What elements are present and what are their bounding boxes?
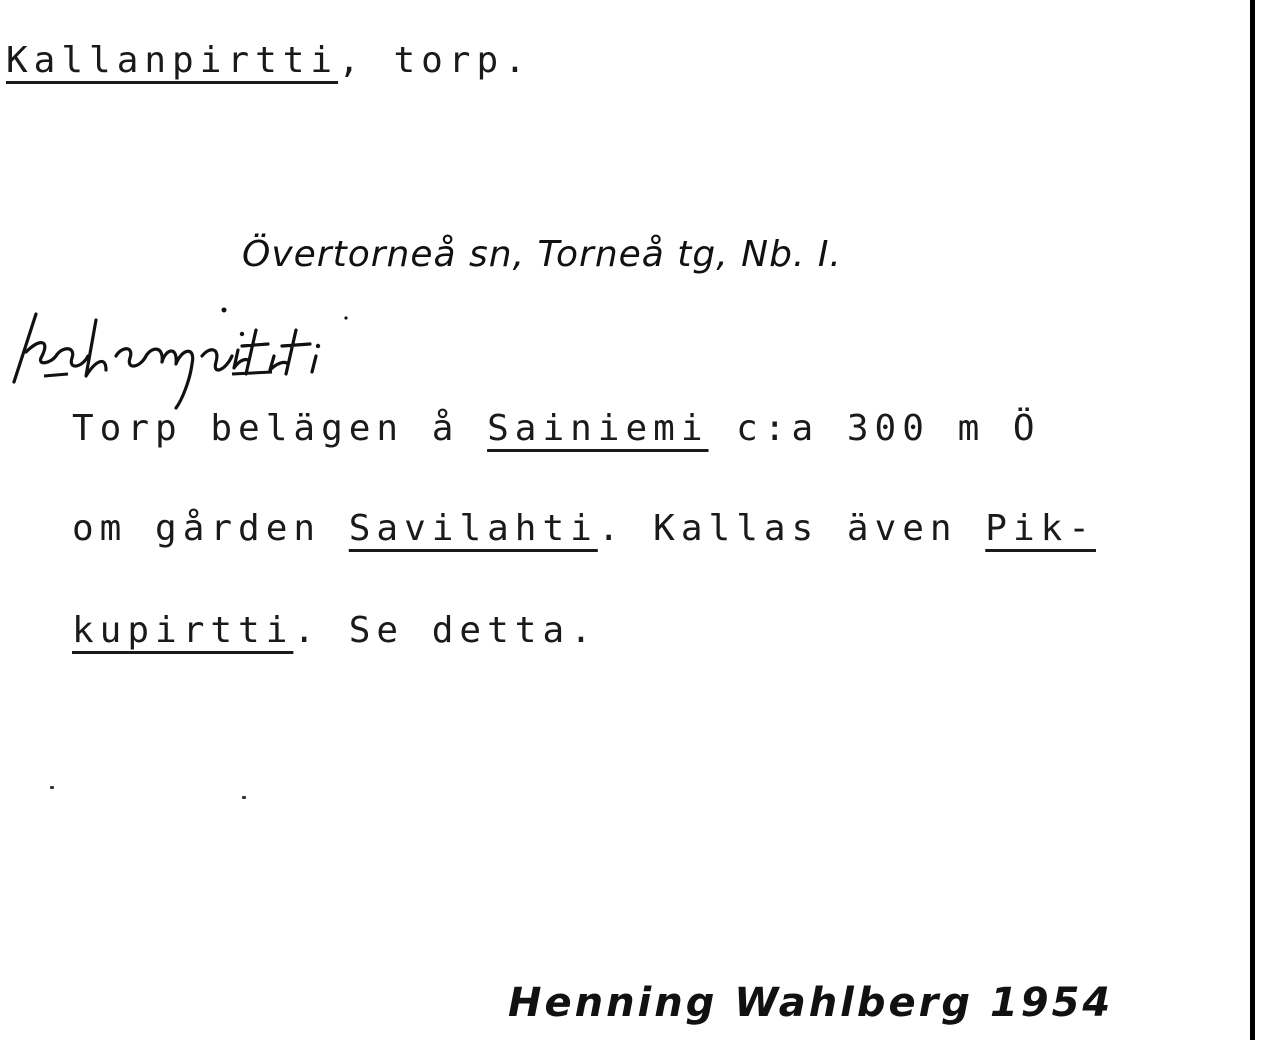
scan-speck	[242, 796, 246, 799]
handwritten-annotation	[6, 290, 546, 410]
parish-line: Övertorneå sn, Torneå tg, Nb. I.	[242, 234, 842, 275]
body-line-3	[72, 610, 598, 651]
card-edge-border	[1250, 0, 1255, 1040]
body-text: Torp belägen å	[72, 408, 488, 449]
body-line-1	[72, 408, 1041, 449]
headword: Kallanpirtti	[6, 40, 339, 81]
body-text: om gården	[72, 508, 349, 549]
body-text: . Kallas även	[597, 508, 986, 549]
body-text: c:a 300 m Ö	[708, 408, 1041, 449]
headword-line	[6, 40, 532, 81]
author-signature: Henning Wahlberg 1954	[508, 980, 1114, 1026]
alternate-name: Pik-	[985, 508, 1096, 549]
headword-type: , torp.	[338, 40, 532, 81]
place-name: Sainiemi	[487, 408, 709, 449]
alternate-name: kupirtti	[72, 610, 294, 651]
body-text: . Se detta.	[293, 610, 598, 651]
place-name: Savilahti	[348, 508, 598, 549]
scan-speck	[50, 786, 54, 789]
body-line-2	[72, 508, 1096, 549]
